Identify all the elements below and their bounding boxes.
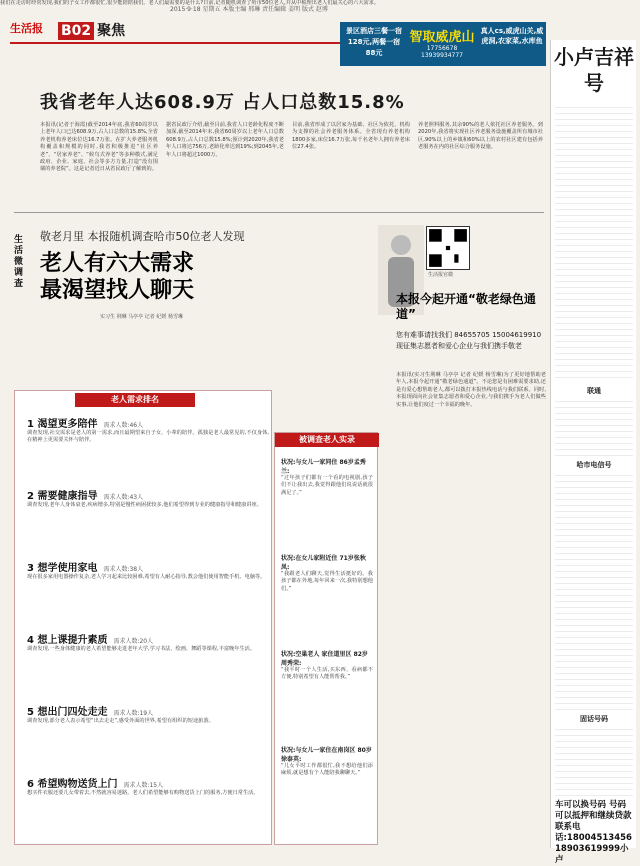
need-text: 现在很多家用电器操作复杂,老人学习起来比较困难,希望有人耐心指导,教会他们使用智能手机、电脑等。 <box>27 574 266 580</box>
need-text: 调查发现,社交需求是老人的第一需求,而且最期望来自子女、小辈的陪伴。孤独是老人最常见的,不仅身体,在精神上更需要关怀与陪伴。 <box>27 430 269 444</box>
article-col-3: 目前,我省形成了以居家为基础、社区为依托、机构为支撑的社会养老服务体系。全省现有养老机构1800多家,床位16.7万张,每千名老年人拥有养老床位27.4张。 <box>292 122 410 151</box>
survey-item <box>281 457 373 535</box>
survey-heading: 状况:在女儿家附近住 71岁张秋凤: <box>281 555 366 571</box>
side-title: 小卢吉祥号 <box>554 45 634 95</box>
need-count: 需求人数:38人 <box>103 566 144 573</box>
need-heading: 3 想学使用家电 <box>27 563 98 574</box>
need-item <box>27 487 269 540</box>
need-item <box>27 775 269 828</box>
advert-phone: 17756678 13939934777 <box>421 45 463 59</box>
need-count: 需求人数:20人 <box>113 638 154 645</box>
need-heading: 5 想出门四处走走 <box>27 707 108 718</box>
need-item <box>27 559 269 612</box>
top-advert <box>340 22 546 66</box>
need-text: 调查发现,老年人身体衰老,疾病增多,特别是慢性病困扰较多,他们希望得到专业的健康指导和健康讲座。 <box>27 502 262 508</box>
number-list <box>555 470 633 710</box>
survey-text: “我平时一个人生活,买东西、看病都不方便,特别希望有人能帮帮我。” <box>281 667 373 681</box>
number-list <box>555 396 633 456</box>
survey-box <box>274 432 378 845</box>
side-advert: 车可以换号码 号码可以抵押和继续贷款 联系电话:18004513456 18903619999小卢 <box>555 800 632 865</box>
need-item <box>27 415 269 468</box>
section-label <box>58 20 125 40</box>
need-heading: 2 需要健康指导 <box>27 491 98 502</box>
main-headline: 我省老年人达608.9万 占人口总数15.8% <box>40 92 405 113</box>
number-list <box>555 102 633 382</box>
right-headline: 本报今起开通“敬老绿色通道” <box>396 292 536 321</box>
needs-title: 老人需求排名 <box>75 393 195 407</box>
need-item <box>27 631 269 684</box>
right-subtitle <box>396 330 546 352</box>
divider <box>14 212 544 213</box>
need-text: 调查发现,一些身体健康的老人希望能够走进老年大学,学习书法、绘画、舞蹈等课程,丰富晚年生活。 <box>27 646 256 652</box>
number-list <box>555 724 633 796</box>
need-heading: 1 渴望更多陪伴 <box>27 419 98 430</box>
qr-label: 生活报官微 <box>428 272 454 278</box>
survey-title: 被调查老人实录 <box>275 433 379 447</box>
article-col-4: 养老照料服务,其余90%的老人依托社区养老服务。到2020年,我省将实现社区养老服务设施覆盖所有城市社区,90%以上的乡镇和60%以上的农村社区建有包括养老服务在内的社区综合服务设施。 <box>418 122 543 151</box>
survey-text: “过年孩子们都有一个看的电视剧,孩子们不让我出去,我觉得跟他们说说话就很满足了。” <box>281 475 373 496</box>
hotline: 您有难事请找我们 84655705 15004619910 <box>396 331 542 339</box>
section-name: 聚焦 <box>97 23 126 39</box>
survey-item <box>281 745 373 823</box>
need-count: 需求人数:15人 <box>123 782 164 789</box>
survey-text: “儿女平时工作都很忙,我不想给他们添麻烦,就是想有个人能陪我聊聊天。” <box>281 763 373 777</box>
need-text: 想买件衣服还要儿女带着去,不然就容易迷路。老人们希望能够有购物送货上门的服务,方便日常生活。 <box>27 790 259 796</box>
advert-features: 真人cs,威虎山关,威虎洞,农家菜,水库鱼 <box>480 27 544 45</box>
byline: 实习生 荆琳 马亭亭 记者 纪媛 杨雪琳 <box>100 314 183 320</box>
article-col-1: 本报讯(记者于海霞)截至2014年底,我省60周岁以上老年人口已达608.9万,占人口总数的15.8%,全省养老机构养老床位达16.7万张。在扩大养老服务机构覆盖和规模的同时,我省积极推进“社区养老”、“居家养老”、“候鸟式养老”等多种模式,满足政府、企业、家庭、社会等多方力量,打造“没有围墙的养老院”。这是记者近日从省民政厅了解到的。 <box>40 122 158 173</box>
label-unicom: 联通 <box>587 387 601 395</box>
needs-ranking-box <box>14 390 272 845</box>
header-meta: 2015·9·18 星期五 本版主编 邢琳 责任编辑 姜明 版式 赵博 <box>170 6 328 13</box>
kicker-title: 敬老月里 本报随机调查哈市50位老人发现 <box>40 230 245 243</box>
need-count: 需求人数:46人 <box>103 422 144 429</box>
need-count: 需求人数:43人 <box>103 494 144 501</box>
need-count: 需求人数:19人 <box>113 710 154 717</box>
survey-heading: 状况:与女儿一家同住 86岁孟秀兰: <box>281 459 366 475</box>
lucky-number-column <box>550 40 636 865</box>
survey-heading: 状况:与女儿一家住在南岗区 80岁徐泰英: <box>281 747 372 763</box>
vertical-column-label: 生活微调查 <box>14 235 24 289</box>
header-rule <box>10 42 340 44</box>
label-landline: 固话号码 <box>580 715 608 723</box>
need-heading: 4 想上课提升素质 <box>27 635 108 646</box>
survey-text: “我跟老人们聊天,觉得生活挺好的。我孩子都在外地,每年回来一次,我特别想他们。” <box>281 571 373 592</box>
advert-title: 智取威虎山 <box>409 30 475 45</box>
survey-item <box>281 649 373 727</box>
qr-code-icon <box>426 226 470 270</box>
newspaper-logo: 生活报 <box>10 22 43 35</box>
volunteer-call: 现征集志愿者和爱心企业与我们携手敬老 <box>396 342 522 350</box>
page-number: B02 <box>58 22 94 40</box>
need-heading: 6 希望购物送货上门 <box>27 779 118 790</box>
feature-title-line-1: 老人有六大需求 <box>40 251 195 276</box>
need-text: 调查发现,部分老人表示希望“出去走走”,感受外面的世界,希望有组织的短途旅游。 <box>27 718 214 724</box>
survey-item <box>281 553 373 631</box>
feature-title-line-2: 最渴望找人聊天 <box>40 278 195 303</box>
lead-paragraph: 我们在走访时经常发现,我们的子女工作都很忙,很少能陪陪我们。老人们最需要的是什么?日前,记者随机调查了哈市50位老人,并从中梳理出老人们最关心的六大需求。 <box>0 0 380 6</box>
label-telecom: 哈市电信号 <box>576 461 612 469</box>
feature-title <box>40 250 370 304</box>
article-col-2: 据省民政厅介绍,截至目前,我省人口老龄化程度不断加深,截至2014年末,我省60周岁以上老年人口总数608.9万,占人口总数15.8%;预计到2020年,我省老年人口将达756万,老龄化率达到19%;到2045年,老年人口将超过1000万。 <box>166 122 284 158</box>
survey-heading: 状况:空巢老人 家住道里区 82岁周秀荣: <box>281 651 368 667</box>
right-article: 本报讯(实习生荆琳 马亭亭 记者 纪媛 杨雪琳)为了更好地帮助老年人,本报今起开通“敬老绿色通道”。不论您是有困难需要求助,还是有爱心想帮助老人,都可以拨打本报热线电话与我们联系。同时,本报现面向社会征集志愿者和爱心企业,与我们携手为老人们做些实事,让他们度过一个幸福的晚年。 <box>396 372 546 408</box>
need-item <box>27 703 269 756</box>
advert-price: 景区酒店三餐一宿128元,两餐一宿88元 <box>346 27 402 57</box>
